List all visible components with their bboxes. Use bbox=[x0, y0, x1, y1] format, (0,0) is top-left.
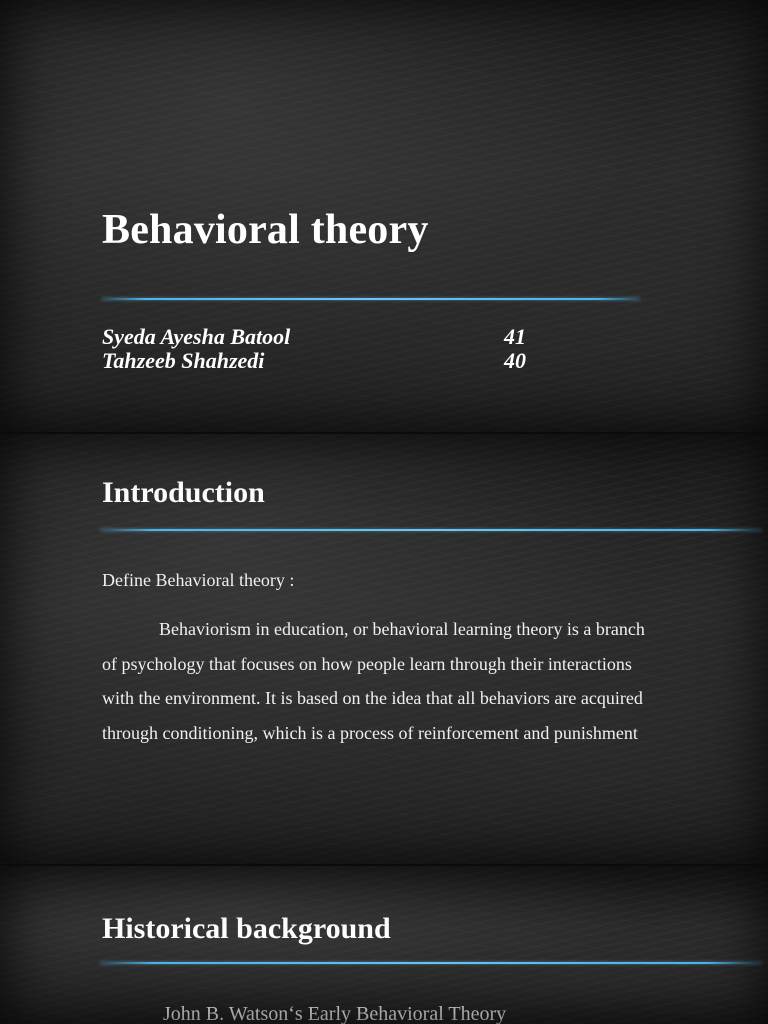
accent-divider bbox=[100, 529, 762, 531]
slide-historical-background bbox=[0, 866, 768, 1024]
section-heading: Historical background bbox=[102, 912, 391, 945]
accent-divider bbox=[100, 962, 762, 964]
author-name: Syeda Ayesha Batool bbox=[102, 324, 291, 349]
definition-label: Define Behavioral theory : bbox=[102, 570, 295, 590]
section-heading: Introduction bbox=[102, 476, 265, 509]
body-paragraph: Behaviorism in education, or behavioral learning theory is a branch of psychology that focuses on how people learn through their interactions with the environment. It is based on the idea that all behaviors are acquired through conditioning, which is a process of reinforcement and punishment bbox=[102, 619, 645, 743]
page-title: Behavioral theory bbox=[102, 207, 429, 253]
author-roll-number: 40 bbox=[504, 348, 526, 373]
slide-introduction bbox=[0, 434, 768, 864]
slide-title bbox=[0, 0, 768, 432]
accent-divider bbox=[102, 298, 640, 300]
author-name: Tahzeeb Shahzedi bbox=[102, 348, 265, 373]
author-roll-number: 41 bbox=[504, 324, 526, 349]
subheading-text: John B. Watson‘s Early Behavioral Theory bbox=[163, 1003, 507, 1024]
